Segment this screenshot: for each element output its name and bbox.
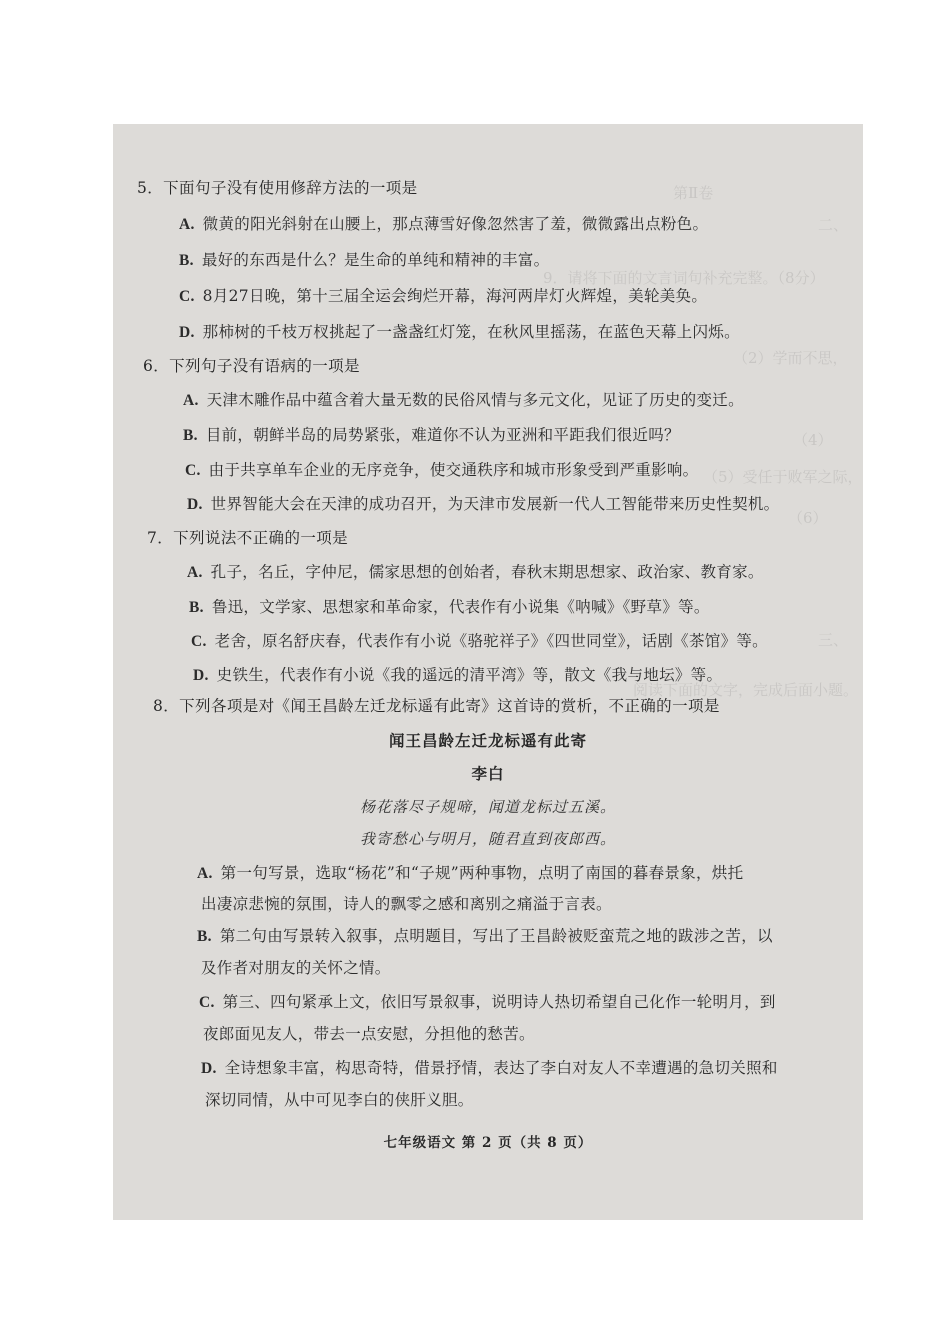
question-7-option-a — [187, 560, 764, 582]
option-text: 孔子，名丘，字仲尼，儒家思想的创始者，春秋末期思想家、政治家、教育家。 — [210, 563, 764, 581]
question-7-stem: 7．下列说法不正确的一项是 — [147, 529, 349, 547]
option-text: 目前，朝鲜半岛的局势紧张，难道你不认为亚洲和平距我们很近吗？ — [205, 426, 680, 444]
question-6-option-b — [183, 423, 680, 445]
exam-page — [113, 124, 863, 1220]
option-text: 全诗想象丰富，构思奇特，借景抒情，表达了李白对友人不幸遭遇的急切关照和 — [224, 1059, 778, 1077]
poem-title: 闻王昌龄左迁龙标遥有此寄 — [388, 731, 587, 750]
bleed-text: （6） — [788, 509, 828, 527]
option-letter: A. — [187, 564, 203, 581]
bleed-text: 阅读下面的文字，完成后面小题。 — [633, 681, 859, 699]
option-letter: C. — [199, 994, 215, 1011]
question-5-stem: 5．下面句子没有使用修辞方法的一项是 — [137, 179, 418, 197]
poem-line: 我寄愁心与明月，随君直到夜郎西。 — [359, 830, 616, 848]
option-letter: B. — [183, 427, 198, 444]
option-continuation: 及作者对朋友的关怀之情。 — [201, 959, 391, 977]
poem-author: 李白 — [471, 764, 505, 783]
option-text: 8月27日晚，第十三届全运会绚烂开幕，海河两岸灯火辉煌，美轮美奂。 — [202, 287, 708, 305]
question-5-option-d — [179, 320, 740, 342]
question-6-option-a — [183, 388, 744, 410]
option-text: 史铁生，代表作有小说《我的遥远的清平湾》等，散文《我与地坛》等。 — [216, 666, 723, 684]
option-continuation: 出凄凉悲惋的氛围，诗人的飘零之感和离别之痛溢于言表。 — [201, 895, 612, 913]
question-8-option-c — [199, 990, 776, 1012]
option-text: 第二句由写景转入叙事，点明题目，写出了王昌龄被贬蛮荒之地的跋涉之苦，以 — [219, 927, 773, 945]
question-8-option-a — [197, 861, 743, 883]
option-letter: D. — [193, 667, 209, 684]
option-letter: A. — [183, 392, 199, 409]
bleed-text: 二、 — [818, 216, 849, 234]
option-letter: C. — [185, 462, 201, 479]
option-text: 第三、四句紧承上文，依旧写景叙事，说明诗人热切希望自己化作一轮明月，到 — [222, 993, 776, 1011]
question-7-option-c — [191, 629, 768, 651]
option-continuation: 夜郎面见友人，带去一点安慰，分担他的愁苦。 — [203, 1025, 535, 1043]
bleed-text: 第Ⅱ卷 — [673, 184, 714, 202]
question-6-option-c — [185, 458, 698, 480]
bleed-text: （2）学而不思， — [733, 349, 848, 367]
option-continuation: 深切同情，从中可见李白的侠肝义胆。 — [205, 1091, 474, 1109]
poem-line: 杨花落尽子规啼，闻道龙标过五溪。 — [359, 798, 616, 816]
option-text: 微黄的阳光斜射在山腰上，那点薄雪好像忽然害了羞，微微露出点粉色。 — [202, 215, 709, 233]
option-letter: C. — [191, 633, 207, 650]
option-text: 那柿树的千枝万杈挑起了一盏盏红灯笼，在秋风里摇荡，在蓝色天幕上闪烁。 — [202, 323, 740, 341]
option-text: 鲁迅，文学家、思想家和革命家，代表作有小说集《呐喊》《野草》等。 — [211, 598, 710, 616]
option-letter: C. — [179, 288, 195, 305]
question-5-option-c — [179, 284, 707, 306]
option-text: 第一句写景，选取“杨花”和“子规”两种事物，点明了南国的暮春景象，烘托 — [220, 864, 744, 882]
bleed-text: （4） — [793, 431, 833, 449]
option-letter: D. — [179, 324, 195, 341]
option-letter: A. — [197, 865, 213, 882]
question-5-option-a — [179, 212, 708, 234]
option-text: 由于共享单车企业的无序竞争，使交通秩序和城市形象受到严重影响。 — [208, 461, 699, 479]
option-text: 最好的东西是什么？是生命的单纯和精神的丰富。 — [201, 251, 550, 269]
question-7-option-b — [189, 595, 710, 617]
option-text: 老舍，原名舒庆春，代表作有小说《骆驼祥子》《四世同堂》，话剧《茶馆》等。 — [214, 632, 768, 650]
option-letter: A. — [179, 216, 195, 233]
bleed-text: 9．请将下面的文言词句补充完整。（8分） — [543, 269, 825, 287]
option-letter: D. — [187, 496, 203, 513]
question-5-option-b — [179, 248, 549, 270]
bleed-text: （5）受任于败军之际， — [703, 468, 863, 486]
option-letter: D. — [201, 1060, 217, 1077]
question-8-option-d — [201, 1056, 778, 1078]
option-text: 天津木雕作品中蕴含着大量无数的民俗风情与多元文化，见证了历史的变迁。 — [206, 391, 744, 409]
bleed-text: 三、 — [818, 631, 849, 649]
page-footer: 七年级语文 第 2 页（共 8 页） — [383, 1135, 593, 1151]
option-letter: B. — [179, 252, 194, 269]
question-7-option-d — [193, 663, 722, 685]
option-text: 世界智能大会在天津的成功召开，为天津市发展新一代人工智能带来历史性契机。 — [210, 495, 780, 513]
option-letter: B. — [197, 928, 212, 945]
option-letter: B. — [189, 599, 204, 616]
question-8-stem: 8．下列各项是对《闻王昌龄左迁龙标遥有此寄》这首诗的赏析，不正确的一项是 — [153, 697, 720, 715]
question-8-option-b — [197, 924, 773, 946]
question-6-stem: 6．下列句子没有语病的一项是 — [143, 357, 360, 375]
question-6-option-d — [187, 492, 779, 514]
